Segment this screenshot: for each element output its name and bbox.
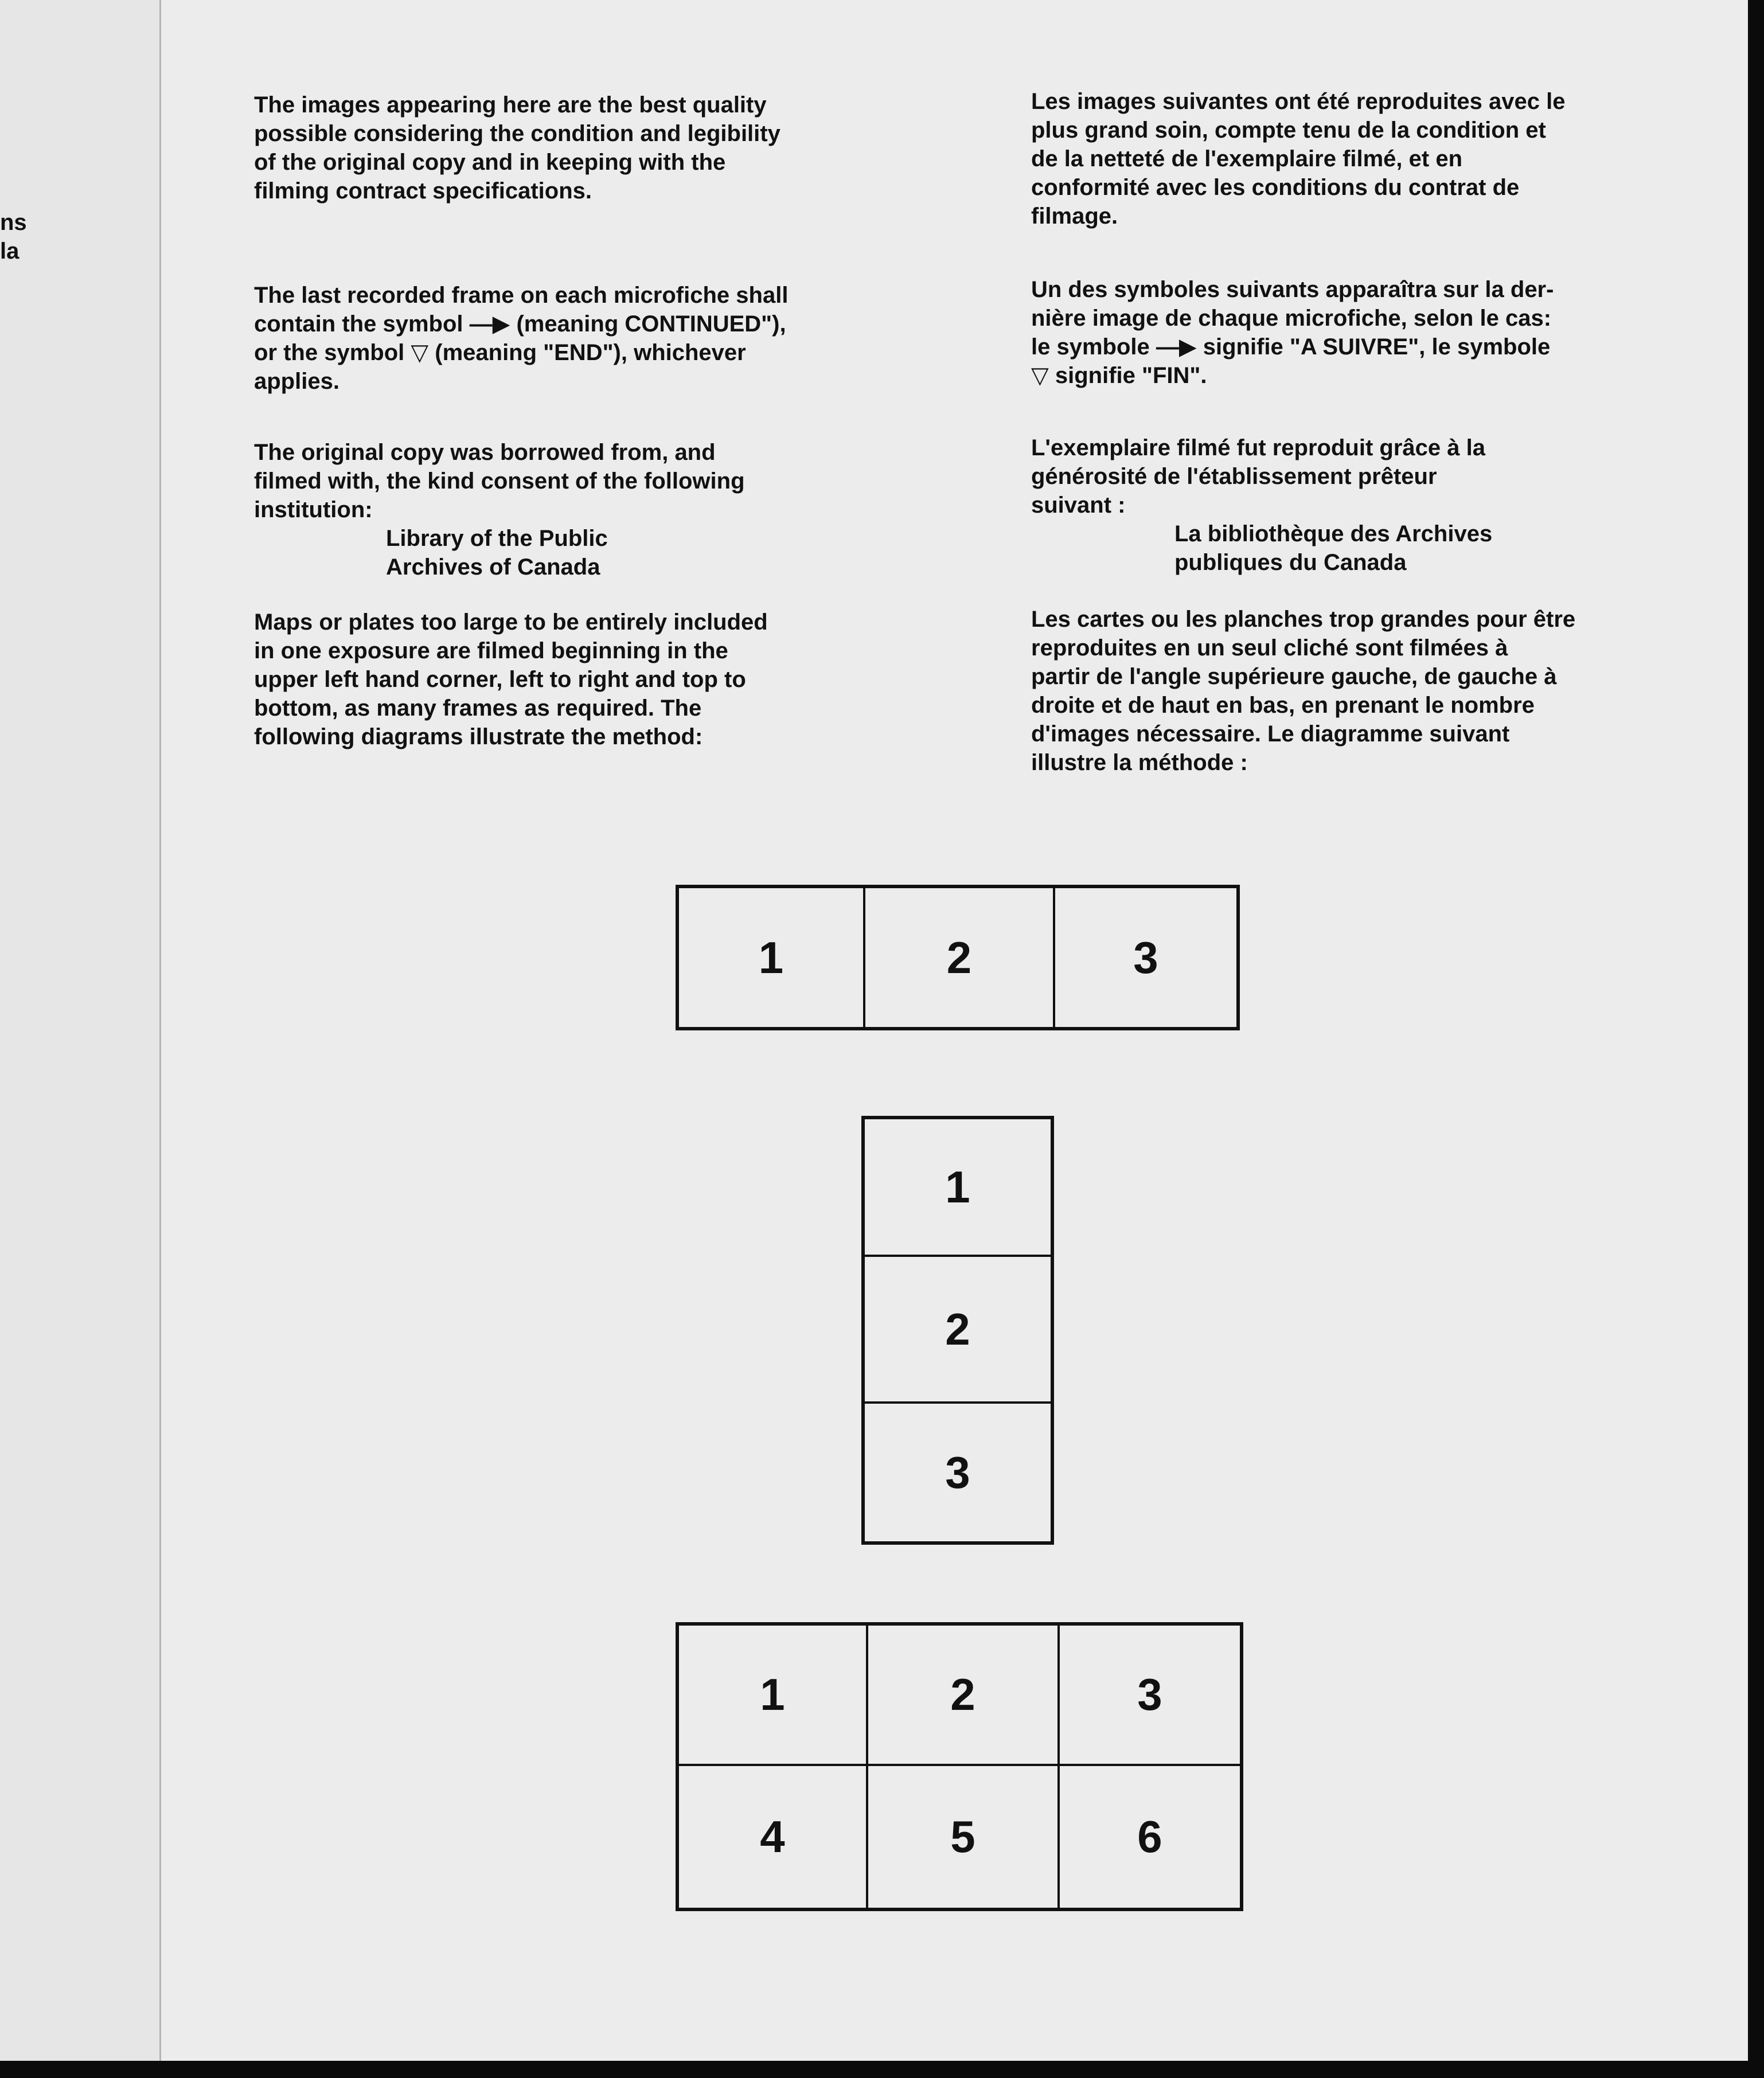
text-line: Un des symboles suivants apparaîtra sur la der- [1031, 277, 1554, 302]
text-line: contain the symbol —▶ (meaning CONTINUED"), [254, 311, 786, 337]
english-paragraph-quality [254, 91, 931, 205]
text-line: or the symbol ▽ (meaning "END"), whichever [254, 340, 746, 365]
text-line: The last recorded frame on each microfiche shall [254, 283, 789, 308]
english-paragraph-borrowed [254, 438, 931, 581]
english-paragraph-maps [254, 608, 931, 751]
diagram-grid [676, 1622, 1243, 1911]
frame-cell: 3 [1060, 1626, 1240, 1766]
diagram-vertical [861, 1116, 1054, 1545]
frame-cell: 6 [1137, 1811, 1162, 1862]
frame-cell: 2 [865, 888, 1055, 1027]
text-line: Les images suivantes ont été reproduites avec le [1031, 89, 1566, 114]
left-margin-fragment: la [0, 239, 19, 264]
text-line: applies. [254, 369, 339, 394]
text-line: of the original copy and in keeping with the [254, 150, 726, 175]
text-line: nière image de chaque microfiche, selon le cas: [1031, 306, 1552, 331]
text-line: filmed with, the kind consent of the following [254, 468, 745, 494]
frame-cell: 2 [868, 1626, 1060, 1766]
text-line: The original copy was borrowed from, and [254, 440, 716, 465]
frame-cell: 2 [865, 1257, 1051, 1404]
text-line: ▽ signifie "FIN". [1031, 363, 1207, 388]
diagram-horizontal [676, 885, 1240, 1030]
text-line: filming contract specifications. [254, 178, 592, 204]
text-line: de la netteté de l'exemplaire filmé, et en [1031, 146, 1463, 171]
text-line: le symbole —▶ signifie "A SUIVRE", le symbole [1031, 334, 1551, 360]
text-line: suivant : [1031, 493, 1126, 518]
text-line: Les cartes ou les planches trop grandes pour être [1031, 607, 1576, 632]
text-line: générosité de l'établissement prêteur [1031, 464, 1437, 489]
page-edge-right [1748, 0, 1764, 2061]
institution-name: La bibliothèque des Archives [1174, 521, 1493, 546]
french-paragraph-quality [1031, 87, 1708, 231]
french-paragraph-maps [1031, 605, 1708, 777]
frame-cell: 3 [1133, 932, 1158, 983]
text-line: droite et de haut en bas, en prenant le nombre [1031, 693, 1535, 718]
frame-cell: 4 [679, 1766, 868, 1908]
text-line: Maps or plates too large to be entirely included [254, 610, 768, 635]
frame-cell: 1 [679, 888, 865, 1027]
text-line: illustre la méthode : [1031, 750, 1248, 775]
text-line: bottom, as many frames as required. The [254, 696, 702, 721]
text-line: reproduites en un seul cliché sont filmées à [1031, 635, 1508, 661]
text-line: possible considering the condition and legibility [254, 121, 780, 146]
institution-name: publiques du Canada [1174, 550, 1407, 575]
text-line: in one exposure are filmed beginning in the [254, 638, 728, 663]
french-paragraph-borrowed [1031, 433, 1708, 577]
text-line: institution: [254, 497, 373, 522]
institution-name: Archives of Canada [386, 554, 600, 580]
text-line: The images appearing here are the best quality [254, 92, 767, 118]
text-line: partir de l'angle supérieure gauche, de gauche à [1031, 664, 1557, 689]
frame-cell: 1 [679, 1626, 868, 1766]
institution-name: Library of the Public [386, 526, 608, 551]
frame-cell: 5 [868, 1766, 1060, 1908]
text-line: plus grand soin, compte tenu de la condition et [1031, 118, 1546, 143]
left-page-strip [0, 0, 161, 2061]
left-margin-fragment: ns [0, 210, 27, 235]
text-line: d'images nécessaire. Le diagramme suivant [1031, 721, 1510, 747]
french-paragraph-symbols [1031, 275, 1708, 390]
text-line: filmage. [1031, 204, 1118, 229]
text-line: conformité avec les conditions du contrat de [1031, 175, 1520, 200]
text-line: following diagrams illustrate the method: [254, 724, 703, 749]
english-paragraph-symbols [254, 281, 931, 396]
text-line: L'exemplaire filmé fut reproduit grâce à la [1031, 435, 1485, 460]
frame-cell: 3 [945, 1447, 970, 1498]
frame-cell: 1 [865, 1119, 1051, 1257]
page-edge-bottom [0, 2061, 1764, 2078]
text-line: upper left hand corner, left to right and top to [254, 667, 746, 692]
